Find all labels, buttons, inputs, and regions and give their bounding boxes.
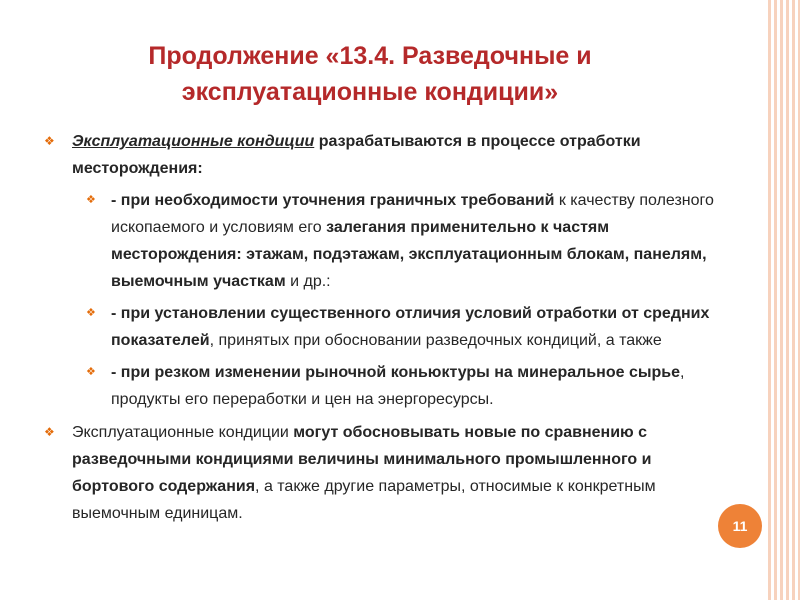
title-line-1: Продолжение «13.4. Разведочные и [148,42,592,70]
sub-bullet-icon: ❖ [86,307,96,319]
sub-bullet-1-normal-b: и др.: [285,273,331,290]
page-number-badge: 11 [718,504,762,548]
paragraph-2-bold: могут обосновывать новые по сравнению с разведочными кондициями величины минимального промышленного и бортового содержания [72,424,652,495]
slide-title [110,38,630,110]
sub-bullet-2-normal: , принятых при обосновании разведочных кондиций, а также [209,332,662,349]
term-exploitation-conditions: Эксплуатационные кондиции [72,133,315,150]
bullet-icon: ❖ [44,134,55,148]
title-line-2: эксплуатационные кондиции» [181,78,559,106]
slide-body [36,128,736,527]
bullet-paragraph-1 [36,128,736,182]
sub-bullet-icon: ❖ [86,194,96,206]
sub-bullet-3 [36,359,736,413]
decorative-stripes [768,0,800,600]
sub-bullet-2 [36,300,736,354]
paragraph-2-normal-b: , а также другие параметры, относимые к конкретным выемочным единицам. [72,478,656,522]
paragraph-2-normal-a: Эксплуатационные кондиции [72,424,294,441]
sub-bullet-1-bold-a: - при необходимости уточнения граничных требований [111,192,555,209]
sub-bullet-1-normal-a: к качеству полезного ископаемого и условиям его [111,192,714,236]
sub-bullet-3-normal: , продукты его переработки и цен на энергоресурсы. [111,364,685,408]
sub-bullet-1 [36,187,736,295]
sub-bullet-icon: ❖ [86,366,96,378]
bullet-paragraph-2 [36,419,736,527]
sub-bullet-1-bold-b: залегания применительно к частям месторождения: этажам, подэтажам, эксплуатационным блокам, панелям, выемочным участкам [111,219,707,290]
sub-bullet-2-bold: - при установлении существенного отличия условий отработки от средних показателей [111,305,710,349]
paragraph-1-text: разрабатываются в процессе отработки месторождения: [72,133,641,177]
sub-bullet-3-bold: - при резком изменении рыночной коньюктуры на минеральное сырье [111,364,681,381]
bullet-icon: ❖ [44,425,55,439]
